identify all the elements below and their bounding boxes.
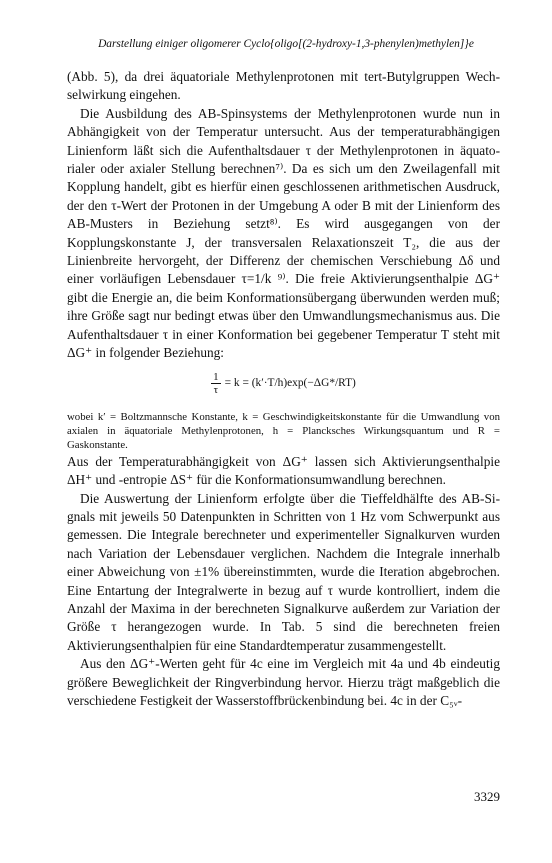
paragraph-3: Aus der Temperaturabhängigkeit von ΔG⁺ lassen sich Aktivierungsenthalpie ΔH⁺ und -entropie ΔS⁺ für die Konformationsumwandlung berechnen. — [67, 453, 500, 488]
equation-rhs: = k = (k′·T/h)exp(−ΔG*/RT) — [224, 376, 356, 389]
paragraph-5: Aus den ΔG⁺-Werten geht für 4c eine im Vergleich mit 4a und 4b eindeutig größere Beweglichkeit der Ringverbindung hervor. Hierzu trägt maßgeblich die verschiedene Festigkeit der Wasserstoffbrückenbindung bei. 4c in der C₅ᵥ- — [67, 656, 500, 708]
equation-numerator: 1 — [213, 370, 219, 383]
paragraph-1: (Abb. 5), da drei äquatoriale Methylenprotonen mit tert-Butylgruppen Wechselwirkung eingehen. — [67, 69, 500, 103]
paragraph-4: Die Auswertung der Linienform erfolgte über die Tieffeldhälfte des AB-Signals mit jeweils 50 Datenpunkten in Schritten von 1 Hz vom Schwerpunkt aus gemessen. Die Integrale berechneter und experimenteller Signalkurven wurden nach Variation der Lebensdauer verglichen. Nachdem die Integrale innerhalb einer Abweichung von ±1% übereinstimmten, wurde die Iteration abgebrochen. Eine Entartung der Integralwerte in bezug auf τ wurde kontrolliert, indem die Anzahl der Maxima in der berechneten Signalkurve außerdem zur Variation der Größe τ herangezogen wurde. In Tab. 5 sind die berechneten freien Aktivierungsenthalpien für eine Standardtemperatur zusammengestellt. — [67, 490, 500, 653]
equation-note: wobei k′ = Boltzmannsche Konstante, k = Geschwindigkeitskonstante für die Umwandlung von axialen in äquatoriale Methylenprotonen, h = Plancksches Wirkungsquantum und R = Gaskonstante. — [67, 410, 500, 452]
equation-denominator: τ — [213, 383, 219, 396]
page-number: 3329 — [474, 789, 500, 804]
paragraph-2: Die Ausbildung des AB-Spinsystems der Methylenprotonen wurde nun in Abhängigkeit von der Temperatur untersucht. Aus der temperaturabhängigen Linienform läßt sich die Aufenthaltsdauer τ der Methylenprotonen in äquatorialer oder axialer Stellung berechnen⁷⁾. Da es sich um den Zweilagenfall mit Kopplung handelt, gibt es hierfür einen geschlossenen arithmetischen Ausdruck, der den τ-Wert der Protonen in der Umgebung A oder B mit der Linienform des AB-Musters in Beziehung setzt⁸⁾. Es wird ausgegangen von der Kopplungskonstante J, der transversalen Relaxationszeit T₂, die aus der Linienbreite hervorgeht, der Differenz der chemischen Verschiebung Δδ und einer vorläufigen Lebensdauer τ=1/k ⁹⁾. Die freie Aktivierungsenthalpie ΔG⁺ gibt die Energie an, die beim Konformationsübergang überwunden werden muß; ihre Größe sagt nur bedingt etwas über den Umwandlungsmechanismus aus. Die Aufenthaltsdauer τ in einer Konformation bei gegebener Temperatur T steht mit ΔG⁺ in folgender Beziehung: — [67, 105, 500, 361]
running-header: Darstellung einiger oligomerer Cyclo{oligo[(2-hydroxy-1,3-phenylen)methylen]}e — [98, 38, 474, 50]
equation-fraction — [211, 371, 221, 396]
equation — [67, 371, 500, 396]
body-text — [67, 68, 500, 710]
